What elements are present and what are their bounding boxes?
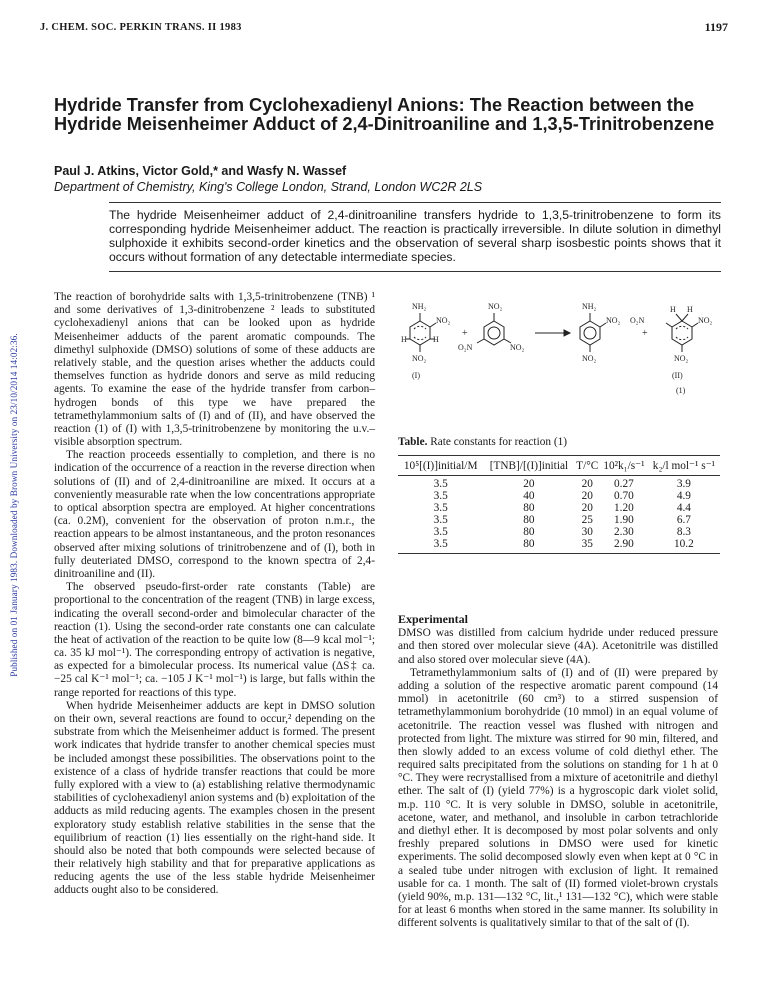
column-header: 10²k₁/s⁻¹ bbox=[600, 456, 648, 476]
table-cell: 20 bbox=[523, 478, 535, 490]
download-watermark: Published on 01 January 1983. Downloaded by Brown University on 23/10/2014 14:02:36. bbox=[9, 333, 19, 677]
abstract-top-rule bbox=[109, 202, 721, 203]
no2-label: NO₂ bbox=[674, 354, 689, 363]
table-row bbox=[398, 539, 720, 554]
table-cell: 20 bbox=[581, 478, 593, 490]
no2-label: NO₂ bbox=[412, 354, 427, 363]
table-cell: 25 bbox=[581, 513, 593, 526]
page-number: 1197 bbox=[704, 20, 728, 34]
column-header: T/°C bbox=[574, 456, 600, 476]
table-cell: 80 bbox=[523, 525, 535, 538]
body-paragraph: The observed pseudo-first-order rate constants (Table) are proportional to the concentration of the reagent (TNB) in large excess, indicating the overall second-order and bimolecular character of the reaction (1). Using the second-order rate constants one can calculate the heat of activation of the reaction to be quite low (8—9 kcal mol⁻¹; ca. 35 kJ mol⁻¹). The corresponding entropy of activation is negative, as expected for a bimolecular process. Its numerical value (ΔS‡ ca. −25 cal K⁻¹ mol⁻¹; ca. −105 J K⁻¹ mol⁻¹) is large, but falls within the range reported for reactions of this type. bbox=[54, 581, 375, 699]
no2-label: NO₂ bbox=[698, 316, 713, 325]
table-cell: 3.9 bbox=[676, 478, 691, 490]
o2n-label: O₂N bbox=[458, 343, 473, 352]
no2-label: NO₂ bbox=[606, 316, 621, 325]
table-caption: Table. Rate constants for reaction (1) bbox=[398, 436, 567, 448]
table-cell: 3.5 bbox=[433, 501, 448, 514]
h-label: H bbox=[687, 305, 693, 314]
plus-sign: + bbox=[462, 328, 468, 339]
table-cell: 80 bbox=[523, 501, 535, 514]
table-row bbox=[398, 527, 720, 539]
table-cell: 1.90 bbox=[614, 513, 634, 526]
body-paragraph: When hydride Meisenheimer adducts are kept in DMSO solution on their own, several reactions are found to occur,² depending on the substrate from which the Meisenheimer adduct is formed. The present work indicates that hydride transfer to another chemical species must be included amongst these possibilities. The observations point to the existence of a class of hydride transfer reactions that could be more fully explored with a view to (a) establishing relative thermodynamic stabilities of cyclohexadienyl anion systems and (b) exploitation of the adducts as mild reducing agents. The examples chosen in the present exploratory study establish relative stabilities in the sense that the equilibrium of reaction (1) lies essentially on the right-hand side. It should also be noted that both compounds were selected because of their relatively high stability and that for preparative applications as reducing agents the use of the less stable hydride Meisenheimer adducts ought also to be considered. bbox=[54, 699, 376, 897]
article-authors: Paul J. Atkins, Victor Gold,* and Wasfy N. Wassef bbox=[54, 164, 347, 178]
table-cell: 35 bbox=[574, 539, 600, 554]
h-label: H bbox=[433, 335, 439, 344]
h-label: H bbox=[670, 305, 676, 314]
table-row bbox=[398, 515, 720, 527]
table-cell: 6.7 bbox=[676, 513, 691, 526]
table-cell: 10.2 bbox=[648, 539, 720, 554]
ring-I bbox=[410, 321, 430, 345]
table-cell: 80 bbox=[483, 539, 574, 554]
no2-label: NO₂ bbox=[488, 302, 503, 311]
h-label: H bbox=[401, 335, 407, 344]
compound-label-I: (I) bbox=[412, 371, 420, 380]
table-cell: 20 bbox=[581, 489, 593, 502]
compound-label-II: (II) bbox=[672, 371, 683, 380]
delocalised-arc bbox=[414, 326, 426, 329]
nh2-label: NH₂ bbox=[582, 302, 597, 311]
table-cell: 80 bbox=[523, 513, 535, 526]
table-cell: 40 bbox=[523, 489, 535, 502]
table-cell: 8.3 bbox=[676, 525, 691, 538]
table-row bbox=[398, 503, 720, 515]
table-cell: 30 bbox=[581, 525, 593, 538]
table-cell: 20 bbox=[581, 501, 593, 514]
ring-dinitroaniline bbox=[580, 321, 600, 345]
table-body bbox=[398, 476, 720, 554]
table-cell: 3.5 bbox=[433, 513, 448, 526]
body-paragraph: The reaction of borohydride salts with 1,3,5-trinitrobenzene (TNB) ¹ and some derivatives of 1,3-dinitrobenzene ² leads to substituted cyclohexadienyl anions that can be looked upon as hydride Meisenheimer adducts of the parent aromatic compounds. The dimethyl sulphoxide (DMSO) solutions of some of these adducts are relatively stable, and the question arises whether the adducts could themselves function as hydride donors and serve as mild reducing agents. To examine the ease of the hydride transfer from carbon–hydrogen bonds of this type we have prepared the tetramethylammonium salts of (I) and of (II), and have observed the reaction (1) of (I) with 1,3,5-trinitrobenzene by monitoring the u.v.–visible absorption spectrum. bbox=[54, 291, 375, 449]
abstract: The hydride Meisenheimer adduct of 2,4-dinitroaniline transfers hydride to 1,3,5-trinitrobenzene to form its corresponding hydride Meisenheimer adduct. The reaction is practically irreversible. In dilute solution in dimethyl sulphoxide it exhibits second-order kinetics and the observation of several sharp isosbestic points shows that it occurs without formation of any detectable intermediate species. bbox=[109, 208, 721, 264]
table-cell: 0.70 bbox=[614, 489, 634, 502]
table-cell: 2.90 bbox=[600, 539, 648, 554]
running-head: J. CHEM. SOC. PERKIN TRANS. II 1983 bbox=[40, 22, 242, 33]
o2n-label: O₂N bbox=[630, 316, 645, 325]
plus-sign: + bbox=[642, 328, 648, 339]
article-title: Hydride Transfer from Cyclohexadienyl Anions: The Reaction between the Hydride Meisenheimer Adduct of 2,4-Dinitroaniline and 1,3,5-Trinitrobenzene bbox=[54, 95, 715, 134]
article-affiliation: Department of Chemistry, King's College London, Strand, London WC2R 2LS bbox=[54, 180, 483, 194]
no2-label: NO₂ bbox=[510, 343, 525, 352]
left-column bbox=[54, 291, 375, 898]
equation-number: (1) bbox=[676, 386, 686, 395]
section-heading: Experimental bbox=[398, 612, 468, 626]
column-header: [TNB]/[(I)]initial bbox=[483, 456, 574, 476]
table-cell: 3.5 bbox=[398, 539, 483, 554]
reaction-scheme bbox=[398, 292, 720, 402]
experimental-section bbox=[398, 613, 718, 931]
table-row bbox=[398, 476, 720, 491]
nh2-label: NH₂ bbox=[412, 302, 427, 311]
column-header: 10⁵[(I)]initial/M bbox=[398, 456, 483, 476]
rate-constants-table bbox=[398, 455, 720, 554]
no2-label: NO₂ bbox=[436, 316, 451, 325]
table-cell: 1.20 bbox=[614, 501, 634, 514]
table-cell: 3.5 bbox=[433, 525, 448, 538]
table-cell: 4.9 bbox=[676, 489, 691, 502]
table-cell: 0.27 bbox=[614, 478, 634, 490]
ring-TNB bbox=[484, 321, 504, 345]
body-paragraph: DMSO was distilled from calcium hydride under reduced pressure and then stored over molecular sieve (4A). Acetonitrile was distilled and also stored over molecular sieve (4A). bbox=[398, 627, 718, 666]
ring-II bbox=[672, 321, 692, 345]
table-cell: 4.4 bbox=[676, 501, 691, 514]
table-cell: 2.30 bbox=[614, 525, 634, 538]
column-header: k₂/l mol⁻¹ s⁻¹ bbox=[648, 456, 720, 476]
table-cell: 3.5 bbox=[433, 478, 448, 490]
no2-label: NO₂ bbox=[582, 354, 597, 363]
abstract-bottom-rule bbox=[109, 271, 721, 272]
body-paragraph: The reaction proceeds essentially to completion, and there is no indication of the occurrence of a reaction in the reverse direction when solutions of (II) and of 2,4-dinitroaniline are mixed. It occurs at a conveniently measurable rate when the low concentrations appropriate to optical absorption spectra are employed. At higher concentrations (ca. 0.2M), convenient for the observation of proton n.m.r., the reaction appears to be almost instantaneous, and the proton resonances observed after mixing solutions of trinitrobenzene and of (I), both in fully deuteriated DMSO, correspond to the known spectra of 2,4-dinitroaniline and (II). bbox=[54, 449, 375, 580]
body-paragraph: Tetramethylammonium salts of (I) and of (II) were prepared by adding a solution of the respective aromatic parent compound (14 mmol) in acetonitrile (60 cm³) to a stirred suspension of tetramethylammonium borohydride (10 mmol) in an equal volume of acetonitrile. The reaction vessel was flushed with nitrogen and protected from light. The mixture was stirred for 90 min, filtered, and then slowly added to an excess volume of cold diethyl ether. The required salts precipitated from the solutions on standing for 1 h at 0 °C. They were recrystallised from a mixture of acetonitrile and diethyl ether. The salt of (I) (yield 77%) is a hygroscopic dark violet solid, m.p. 110 °C. It is very soluble in DMSO, soluble in acetonitrile, acetone, water, and methanol, and insoluble in carbon tetrachloride and diethyl ether. It is decomposed by most polar solvents and only freshly prepared solutions in DMSO were used for kinetic experiments. The solid decomposed slowly even when kept at 0 °C in a sealed tube under nitrogen with exclusion of light. It remained usable for ca. 1 month. The salt of (II) formed violet-brown crystals (yield 90%, m.p. 131—132 °C, lit.,¹ 131—132 °C), which were stable for at least 6 months when stored in the same manner. Its solubility in different solvents is qualitatively similar to that of the salt of (I). bbox=[398, 666, 718, 930]
table-cell: 3.5 bbox=[433, 489, 448, 502]
